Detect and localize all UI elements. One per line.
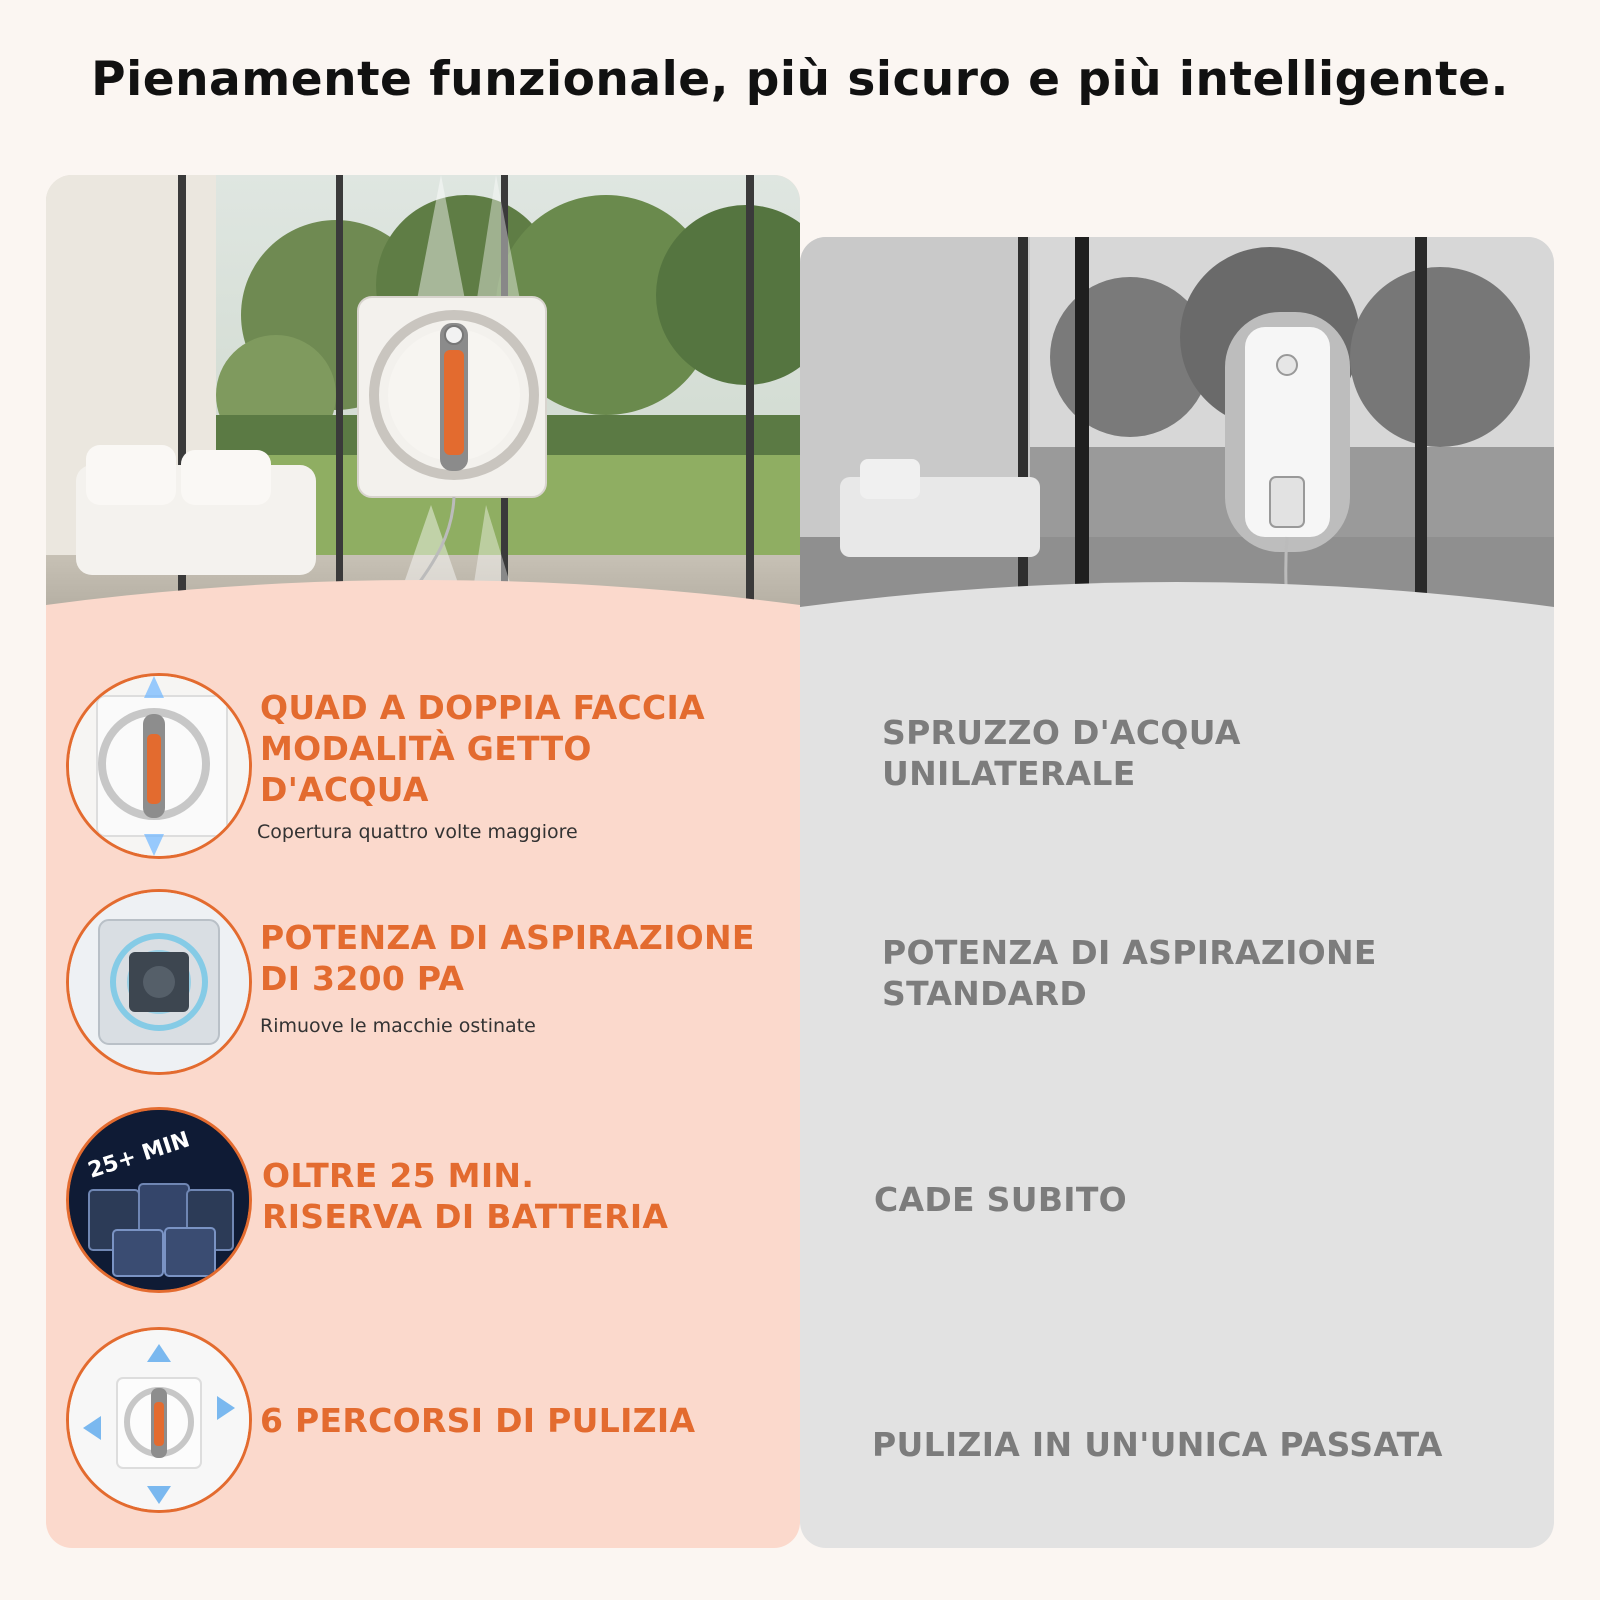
battery-icon (66, 1107, 252, 1293)
comparison-title-spray: SPRUZZO D'ACQUA UNILATERALE (882, 713, 1241, 793)
cleaning-paths-icon (66, 1327, 252, 1513)
robot-spray-icon (66, 673, 252, 859)
comparison-title-battery: CADE SUBITO (874, 1180, 1128, 1219)
feature-title-battery: OLTRE 25 MIN. RISERVA DI BATTERIA (262, 1156, 669, 1236)
feature-subtitle-spray: Copertura quattro volte maggiore (257, 821, 578, 843)
page-headline: Pienamente funzionale, più sicuro e più intelligente. (91, 52, 1509, 107)
feature-subtitle-suction: Rimuove le macchie ostinate (260, 1015, 536, 1037)
comparison-title-paths: PULIZIA IN UN'UNICA PASSATA (872, 1425, 1443, 1464)
comparison-title-suction: POTENZA DI ASPIRAZIONE STANDARD (882, 933, 1377, 1013)
suction-power-icon (66, 889, 252, 1075)
competitor-hero-image (800, 237, 1554, 645)
battery-badge: 25+ MIN (85, 1127, 193, 1184)
product-panel (46, 175, 800, 1548)
feature-title-paths: 6 PERCORSI DI PULIZIA (260, 1401, 696, 1440)
product-hero-image (46, 175, 800, 645)
feature-title-suction: POTENZA DI ASPIRAZIONE DI 3200 PA (260, 918, 755, 998)
feature-title-spray: QUAD A DOPPIA FACCIA MODALITÀ GETTO D'ACQUA (260, 688, 705, 809)
competitor-panel (800, 237, 1554, 1548)
